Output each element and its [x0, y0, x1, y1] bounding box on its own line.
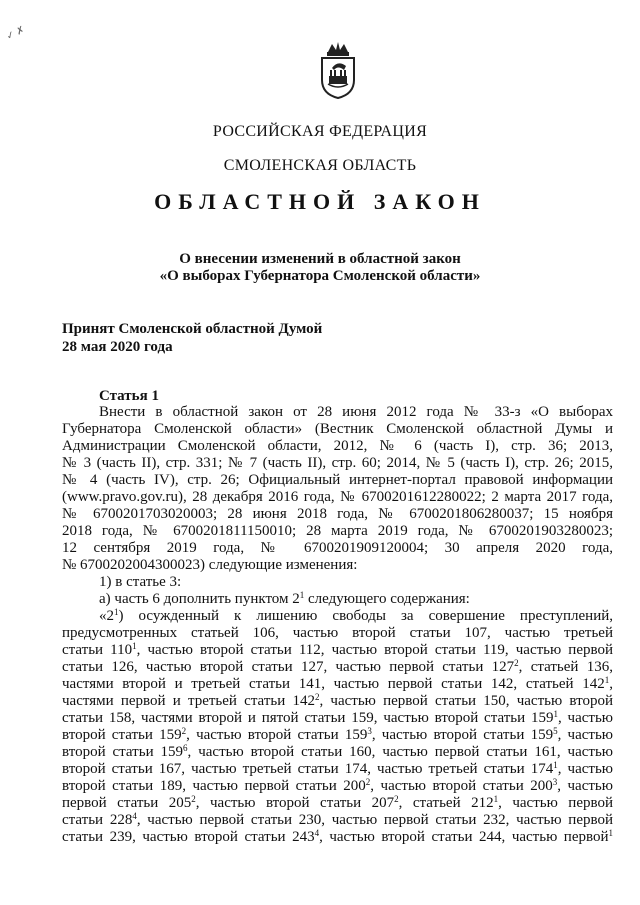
body-line: № 6700202004300023) следующие изменения: — [62, 557, 358, 573]
quote-line: частями второй и третьей статьи 141, частью первой статьи 142, статьей $142^1$, — [62, 675, 613, 692]
adoption-date: 28 мая 2020 года — [62, 339, 173, 355]
quote-line: второй статьи 167, частью третьей статьи 174, частью третьей статьи $174^1$, частью — [62, 760, 613, 777]
article-body — [62, 404, 613, 846]
quote-line: «$2^1$) осужденный к лишению свободы за совершение преступлений, — [99, 607, 613, 624]
quote-line: статьи 239, частью второй статьи $243^4$, частью второй статьи 244, частью первой$^1$ — [62, 828, 613, 845]
region-heading: СМОЛЕНСКАЯ ОБЛАСТЬ — [223, 157, 417, 174]
body-line: № 4 (часть IV), стр. 26; Официальный интернет-портал правовой информации — [62, 472, 613, 488]
body-line: № 3 (часть II), стр. 331; № 7 (часть II), стр. 60; 2014, № 5 (часть I), стр. 26; 2015, — [62, 455, 613, 471]
law-subject-line-1: О внесении изменений в областной закон — [179, 251, 461, 267]
quote-line: второй статьи 189, частью первой статьи $200^2$, частью второй статьи $200^3$, частью — [62, 777, 613, 794]
quote-line: статьи $110^1$, частью второй статьи 112, частью второй статьи 119, частью первой — [62, 641, 613, 658]
adoption-line: Принят Смоленской областной Думой — [62, 321, 323, 337]
body-line: 12 сентября 2019 года, № 6700201909120004; 30 апреля 2020 года, — [62, 540, 613, 556]
body-line: Внести в областной закон от 28 июня 2012 года № 33-з «О выборах — [99, 404, 613, 420]
body-line: № 6700201703020003; 28 июня 2018 года, № 6700201806280037; 15 ноября — [62, 506, 613, 522]
body-line: Администрации Смоленской области, 2012, № 6 (часть I), стр. 36; 2013, — [62, 438, 613, 454]
document-type-title: ОБЛАСТНОЙ ЗАКОН — [154, 189, 486, 214]
quote-line: первой статьи $205^2$, частью второй статьи $207^2$, статьей $212^1$, частью первой — [62, 794, 613, 811]
quote-line: статьи $228^4$, частью первой статьи 230, частью первой статьи 232, частью первой — [62, 811, 614, 828]
body-line: 2018 года, № 6700201811150010; 28 марта 2019 года, № 6700201903280023; — [62, 523, 613, 539]
country-heading: РОССИЙСКАЯ ФЕДЕРАЦИЯ — [212, 123, 428, 140]
quote-line: статьи 126, частью второй статьи 127, частью первой статьи $127^2$, статьей 136, — [62, 658, 613, 675]
quote-line: второй статьи $159^2$, частью второй статьи $159^3$, частью второй статьи $159^5$, частью — [62, 726, 613, 743]
adoption-block — [62, 320, 322, 356]
quote-line: частями первой и третьей статьи $142^2$, частью первой статьи 150, частью второй — [62, 692, 613, 709]
list-item: а) часть 6 дополнить пунктом $2^1$ следующего содержания: — [99, 590, 470, 607]
law-subject-line-2: «О выборах Губернатора Смоленской области» — [159, 268, 481, 284]
article-title: Статья 1 — [99, 388, 159, 404]
quote-line: предусмотренных статьей 106, частью второй статьи 107, частью третьей — [62, 625, 613, 641]
body-line: (www.pravo.gov.ru), 28 декабря 2016 года, № 6700201612280022; 2 марта 2017 года, — [62, 489, 613, 505]
quote-line: статьи 158, частями второй и пятой статьи 159, частью второй статьи $159^1$, частью — [62, 709, 614, 726]
body-line: Губернатора Смоленской области» (Вестник Смоленской областной Думы и — [62, 421, 613, 437]
coat-of-arms-icon — [314, 40, 362, 100]
handwritten-margin-mark: ✓ ✗ — [4, 24, 27, 43]
list-item: 1) в статье 3: — [99, 574, 182, 590]
quote-line: второй статьи $159^6$, частью второй статьи 160, частью первой статьи 161, частью — [62, 743, 613, 760]
